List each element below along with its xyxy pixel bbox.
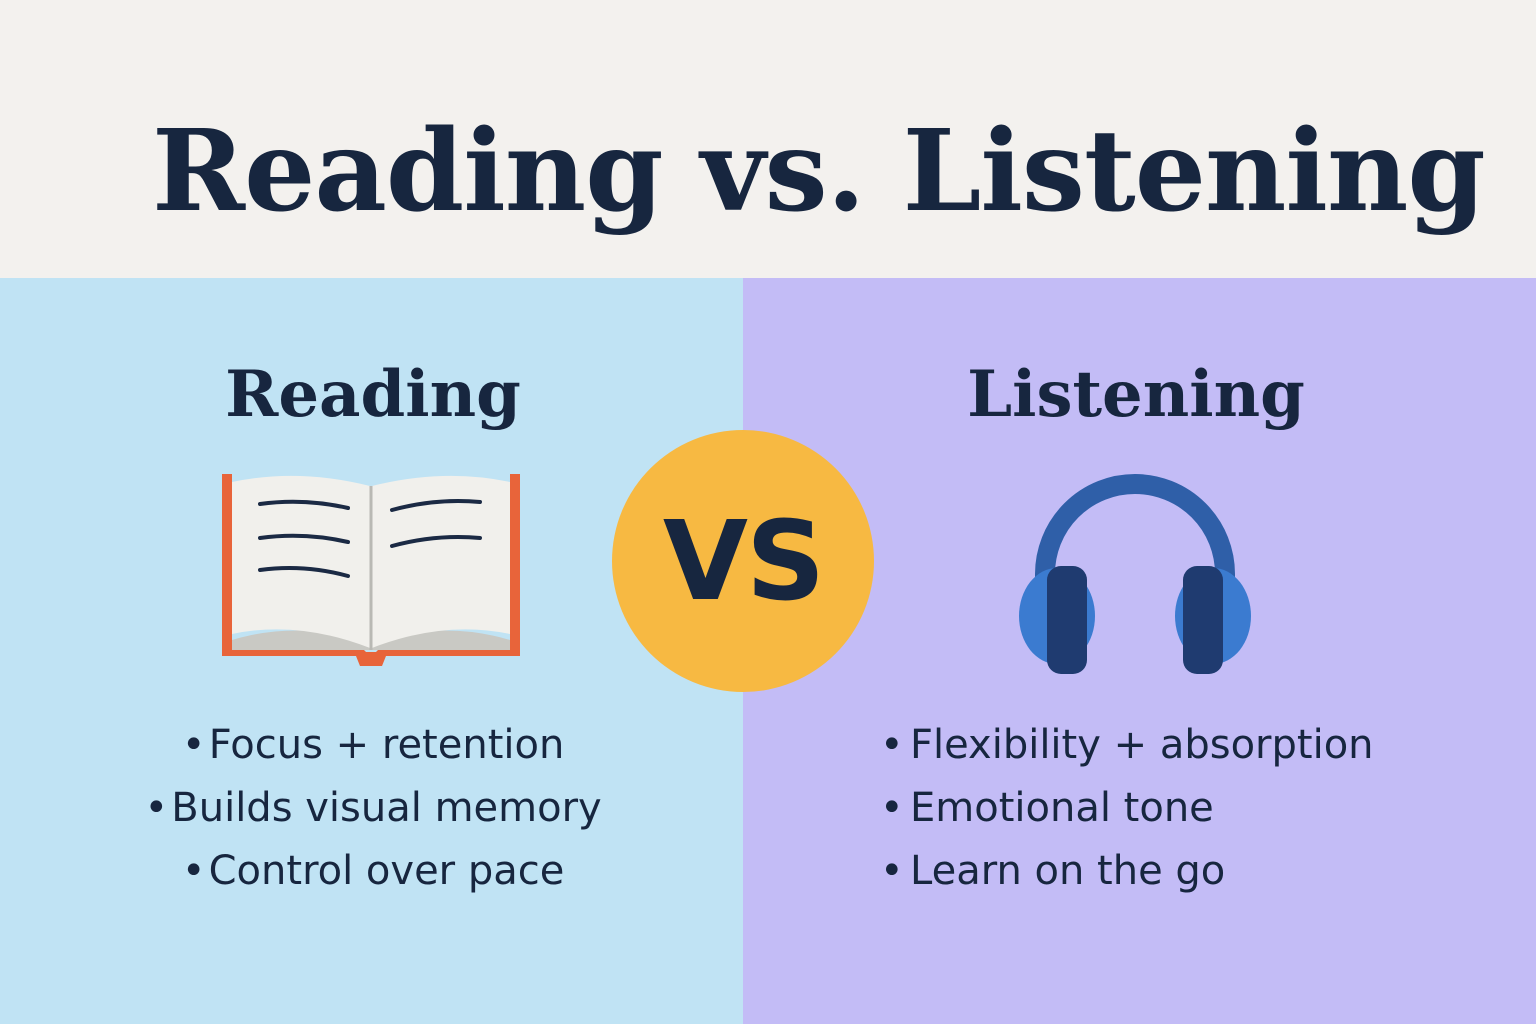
bullet-icon: • [181, 722, 206, 768]
bullet-icon: • [181, 848, 206, 894]
bullet-icon: • [144, 785, 169, 831]
listening-panel [743, 278, 1536, 1024]
list-item: • Flexibility + absorption [880, 714, 1530, 777]
reading-benefits-list [0, 714, 743, 903]
page-title: Reading vs. Listening [152, 106, 1485, 237]
open-book-icon [218, 470, 524, 682]
bullet-icon: • [880, 722, 904, 768]
list-item: •Builds visual memory [0, 777, 743, 840]
header [0, 0, 1536, 278]
reading-heading: Reading [225, 357, 521, 432]
list-item: • Learn on the go [880, 840, 1530, 903]
headphones-icon [1015, 462, 1255, 680]
list-item: •Focus + retention [0, 714, 743, 777]
vs-label: VS [662, 497, 824, 625]
reading-panel [0, 278, 743, 1024]
list-item: •Control over pace [0, 840, 743, 903]
listening-benefits-list [880, 714, 1530, 903]
bullet-icon: • [880, 785, 904, 831]
vs-badge [612, 430, 874, 692]
bullet-icon: • [880, 848, 904, 894]
list-item: • Emotional tone [880, 777, 1530, 840]
listening-heading: Listening [967, 357, 1305, 432]
